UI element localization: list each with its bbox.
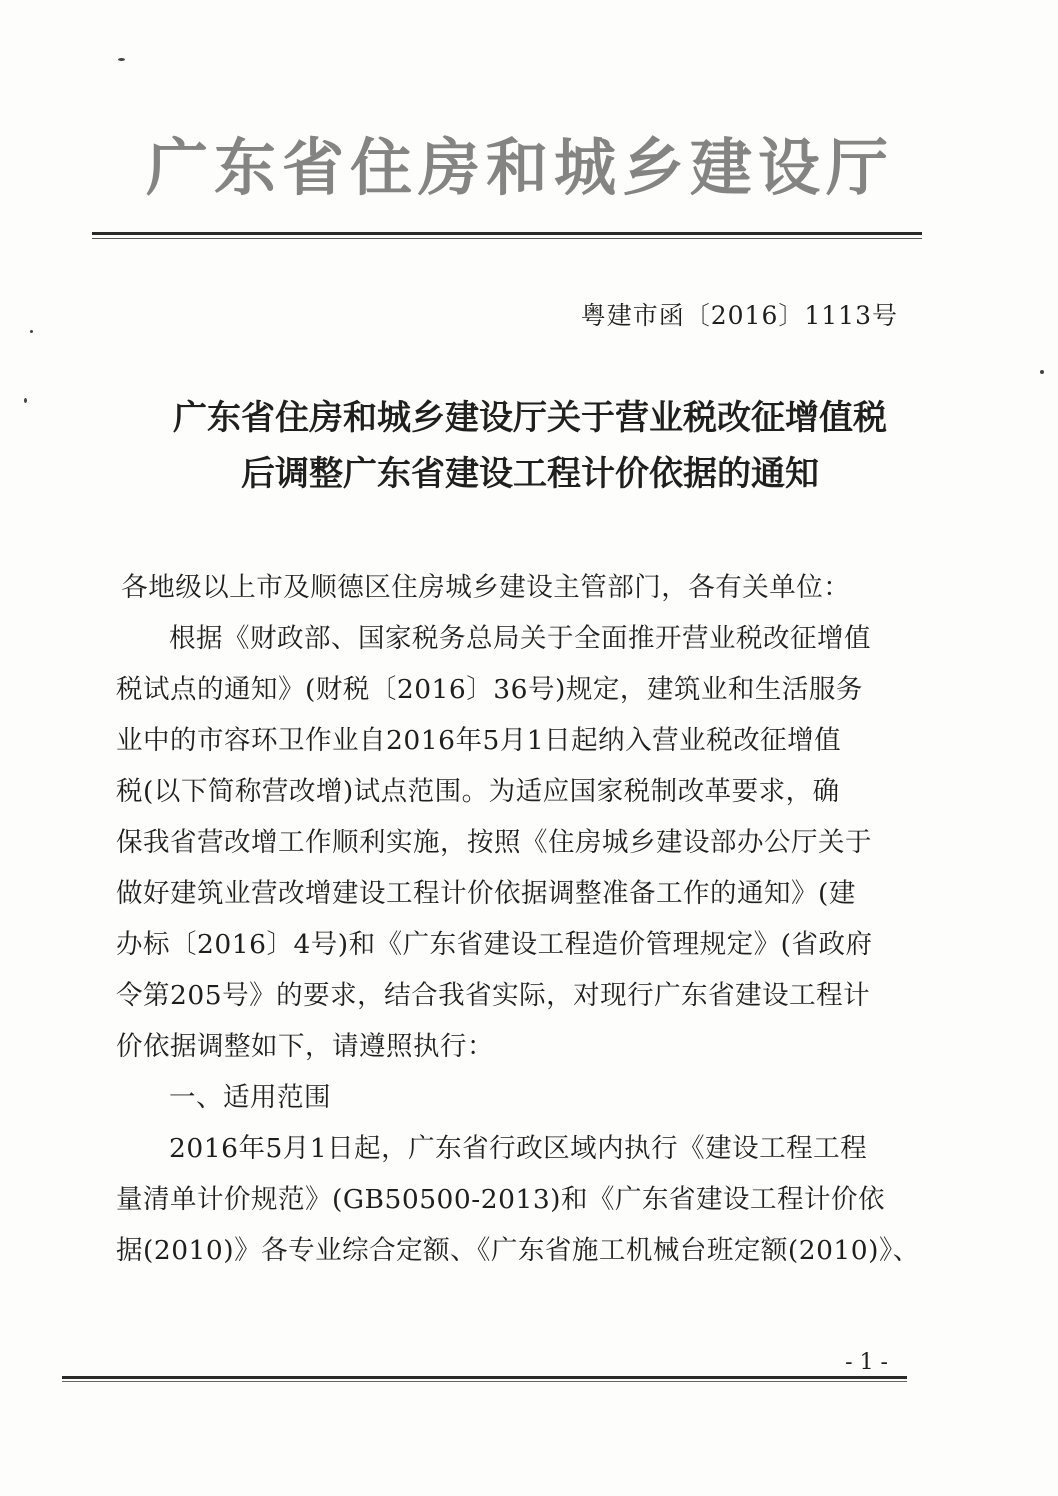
document-number: 粤建市函〔2016〕1113号 — [580, 301, 898, 330]
title-line-1: 广东省住房和城乡建设厅关于营业税改征增值税 — [173, 398, 887, 438]
paragraph-line: 税试点的通知》(财税〔2016〕36号)规定，建筑业和生活服务 — [116, 674, 863, 705]
paragraph-line: 据(2010)》各专业综合定额、《广东省施工机械台班定额(2010)》、 — [116, 1235, 920, 1266]
paragraph-line: 2016年5月1日起，广东省行政区域内执行《建设工程工程 — [169, 1133, 868, 1164]
title-line-2: 后调整广东省建设工程计价依据的通知 — [241, 454, 819, 494]
paragraph-line: 令第205号》的要求，结合我省实际，对现行广东省建设工程计 — [116, 980, 871, 1011]
scan-speck — [1040, 370, 1044, 374]
letterhead-rule-thin — [92, 238, 922, 239]
paragraph-line: 办标〔2016〕4号)和《广东省建设工程造价管理规定》(省政府 — [116, 929, 873, 960]
scan-speck — [118, 58, 125, 61]
footer-rule-thick — [62, 1376, 907, 1379]
paragraph-line: 业中的市容环卫作业自2016年5月1日起纳入营业税改征增值 — [116, 725, 842, 756]
letterhead-rule-thick — [92, 232, 922, 235]
document-body — [116, 562, 920, 1276]
paragraph-line: 税(以下简称营改增)试点范围。为适应国家税制改革要求，确 — [116, 776, 840, 807]
letterhead-agency: 广东省住房和城乡建设厅 — [145, 131, 894, 204]
paragraph-line: 根据《财政部、国家税务总局关于全面推开营业税改征增值 — [169, 623, 871, 654]
page-number: - 1 - — [845, 1350, 888, 1375]
scan-speck — [24, 398, 27, 403]
salutation: 各地级以上市及顺德区住房城乡建设主管部门，各有关单位： — [121, 572, 851, 603]
scan-speck — [30, 330, 33, 333]
section-heading: 一、适用范围 — [169, 1082, 331, 1113]
paragraph-line: 价依据调整如下，请遵照执行： — [116, 1031, 494, 1062]
document-title — [110, 390, 950, 502]
paragraph-line: 做好建筑业营改增建设工程计价依据调整准备工作的通知》(建 — [116, 878, 856, 909]
paragraph-2 — [116, 1123, 920, 1276]
paragraph-line: 保我省营改增工作顺利实施，按照《住房城乡建设部办公厅关于 — [116, 827, 872, 858]
paragraph-1 — [116, 613, 891, 1072]
footer-rule-thin — [62, 1381, 907, 1382]
paragraph-line: 量清单计价规范》(GB50500-2013)和《广东省建设工程计价依 — [116, 1184, 886, 1215]
